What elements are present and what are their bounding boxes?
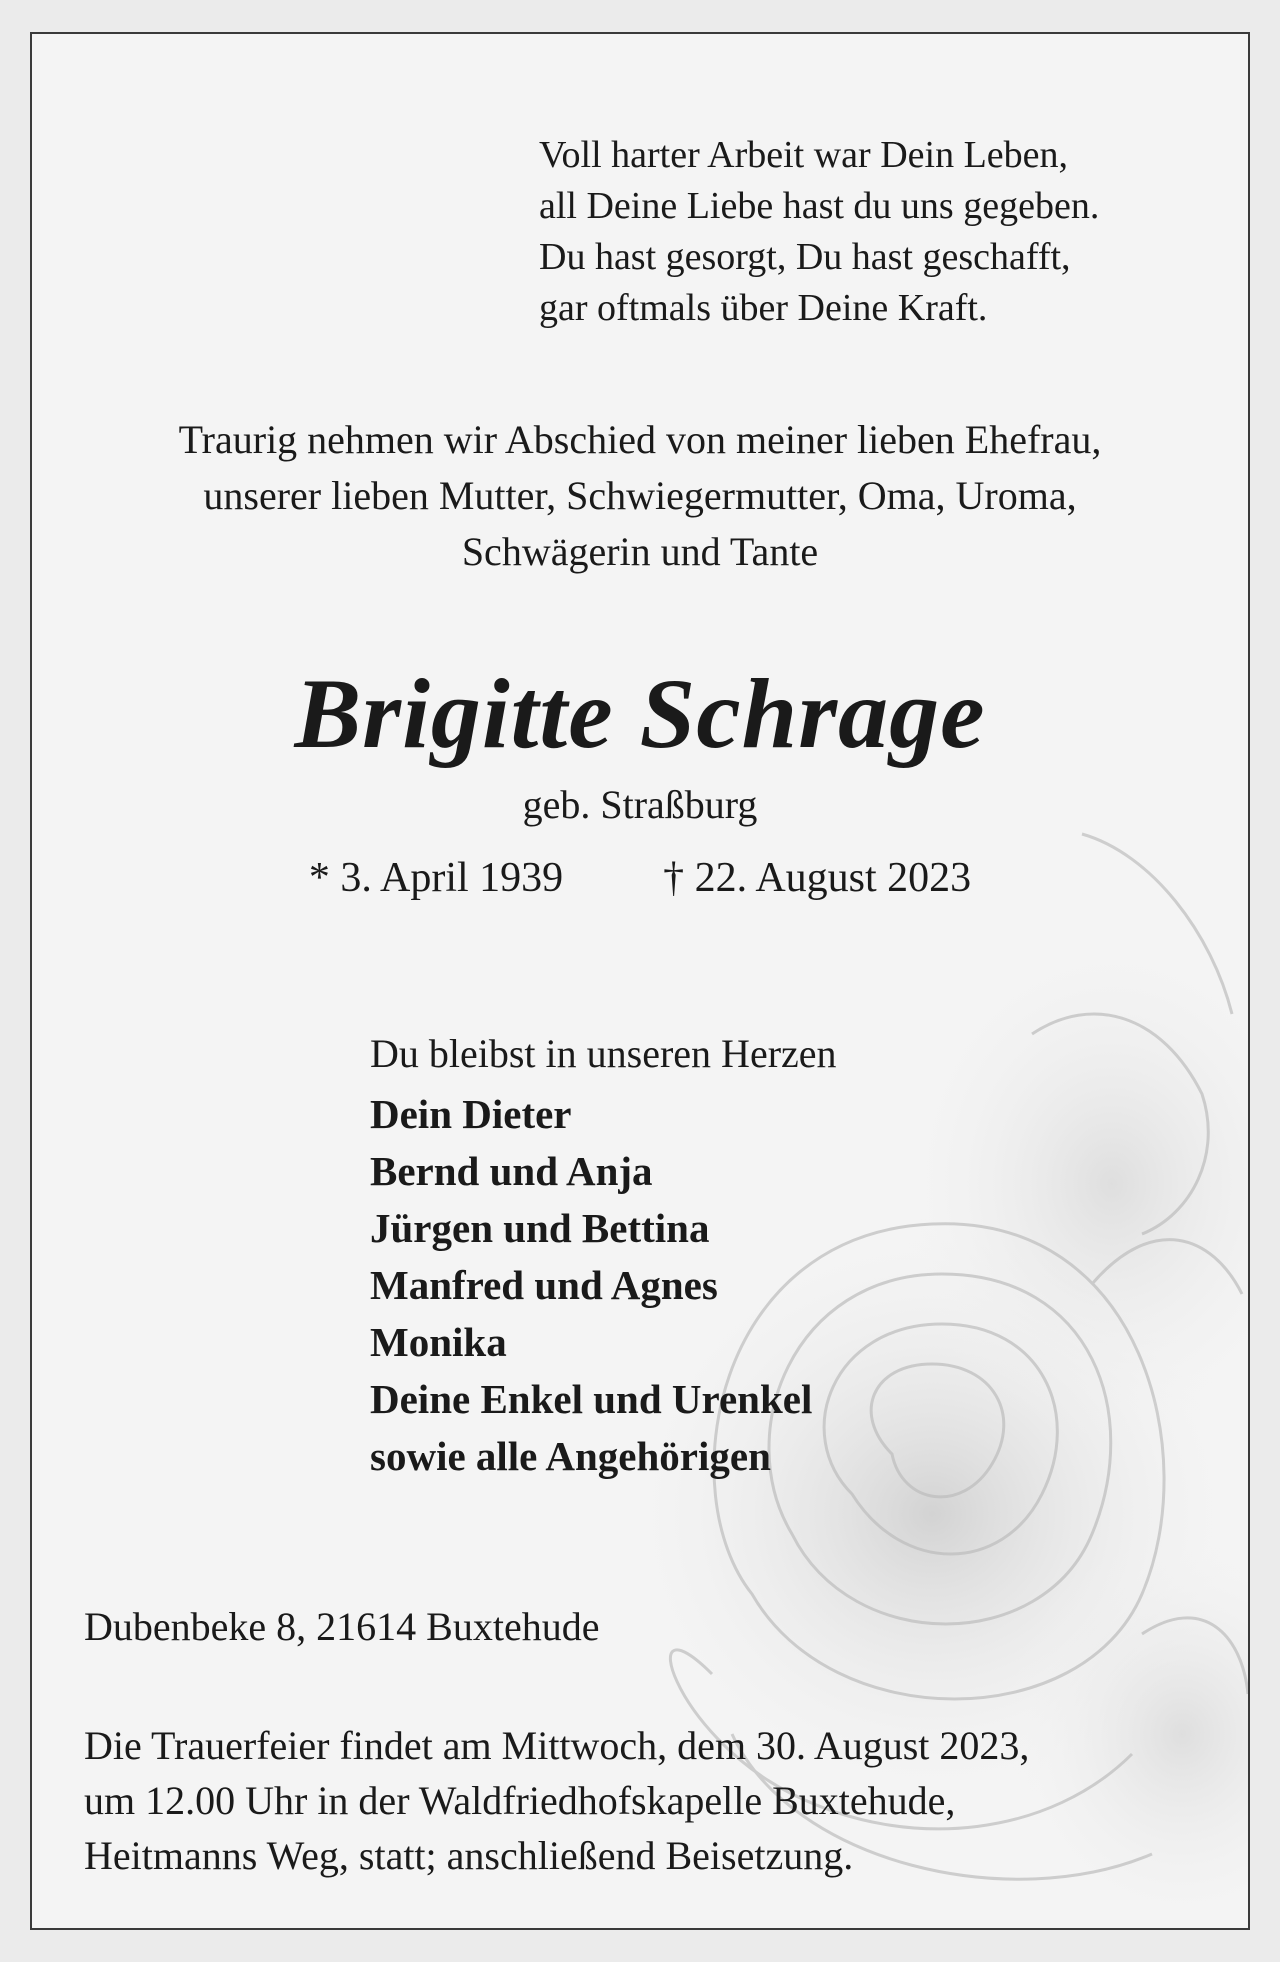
birth-name: geb. Straßburg (522, 782, 758, 827)
poem-line: gar oftmals über Deine Kraft. (539, 287, 988, 329)
mourners-block (370, 1026, 837, 1485)
mourner-name: Jürgen und Bettina (370, 1205, 710, 1251)
mourners-lead: Du bleibst in unseren Herzen (370, 1031, 837, 1076)
deceased-name: Brigitte Schrage (294, 658, 986, 769)
service-line: Die Trauerfeier findet am Mittwoch, dem 30. August 2023, (84, 1723, 1030, 1768)
intro-line: Schwägerin und Tante (461, 529, 819, 574)
death-date: † 22. August 2023 (663, 855, 972, 901)
mourner-name: sowie alle Angehörigen (370, 1433, 771, 1479)
intro-text (32, 412, 1248, 580)
mourner-name: Deine Enkel und Urenkel (370, 1376, 813, 1422)
mourner-name: Monika (370, 1319, 507, 1365)
service-line: Heitmanns Weg, statt; anschließend Beisetzung. (84, 1833, 854, 1878)
life-dates (32, 850, 1248, 906)
poem-block (539, 130, 1099, 334)
intro-line: unserer lieben Mutter, Schwiegermutter, Oma, Uroma, (203, 473, 1077, 518)
mourner-name: Manfred und Agnes (370, 1262, 718, 1308)
mourner-name: Dein Dieter (370, 1091, 572, 1137)
intro-line: Traurig nehmen wir Abschied von meiner lieben Ehefrau, (178, 417, 1102, 462)
poem-line: Du hast gesorgt, Du hast geschafft, (539, 236, 1071, 278)
obituary-card (30, 32, 1250, 1930)
address: Dubenbeke 8, 21614 Buxtehude (84, 1604, 600, 1649)
birth-date: * 3. April 1939 (308, 855, 564, 901)
service-info (84, 1718, 1029, 1883)
poem-line: all Deine Liebe hast du uns gegeben. (539, 185, 1100, 227)
mourner-name: Bernd und Anja (370, 1148, 653, 1194)
service-line: um 12.00 Uhr in der Waldfriedhofskapelle Buxtehude, (84, 1778, 956, 1823)
poem-line: Voll harter Arbeit war Dein Leben, (539, 134, 1069, 176)
